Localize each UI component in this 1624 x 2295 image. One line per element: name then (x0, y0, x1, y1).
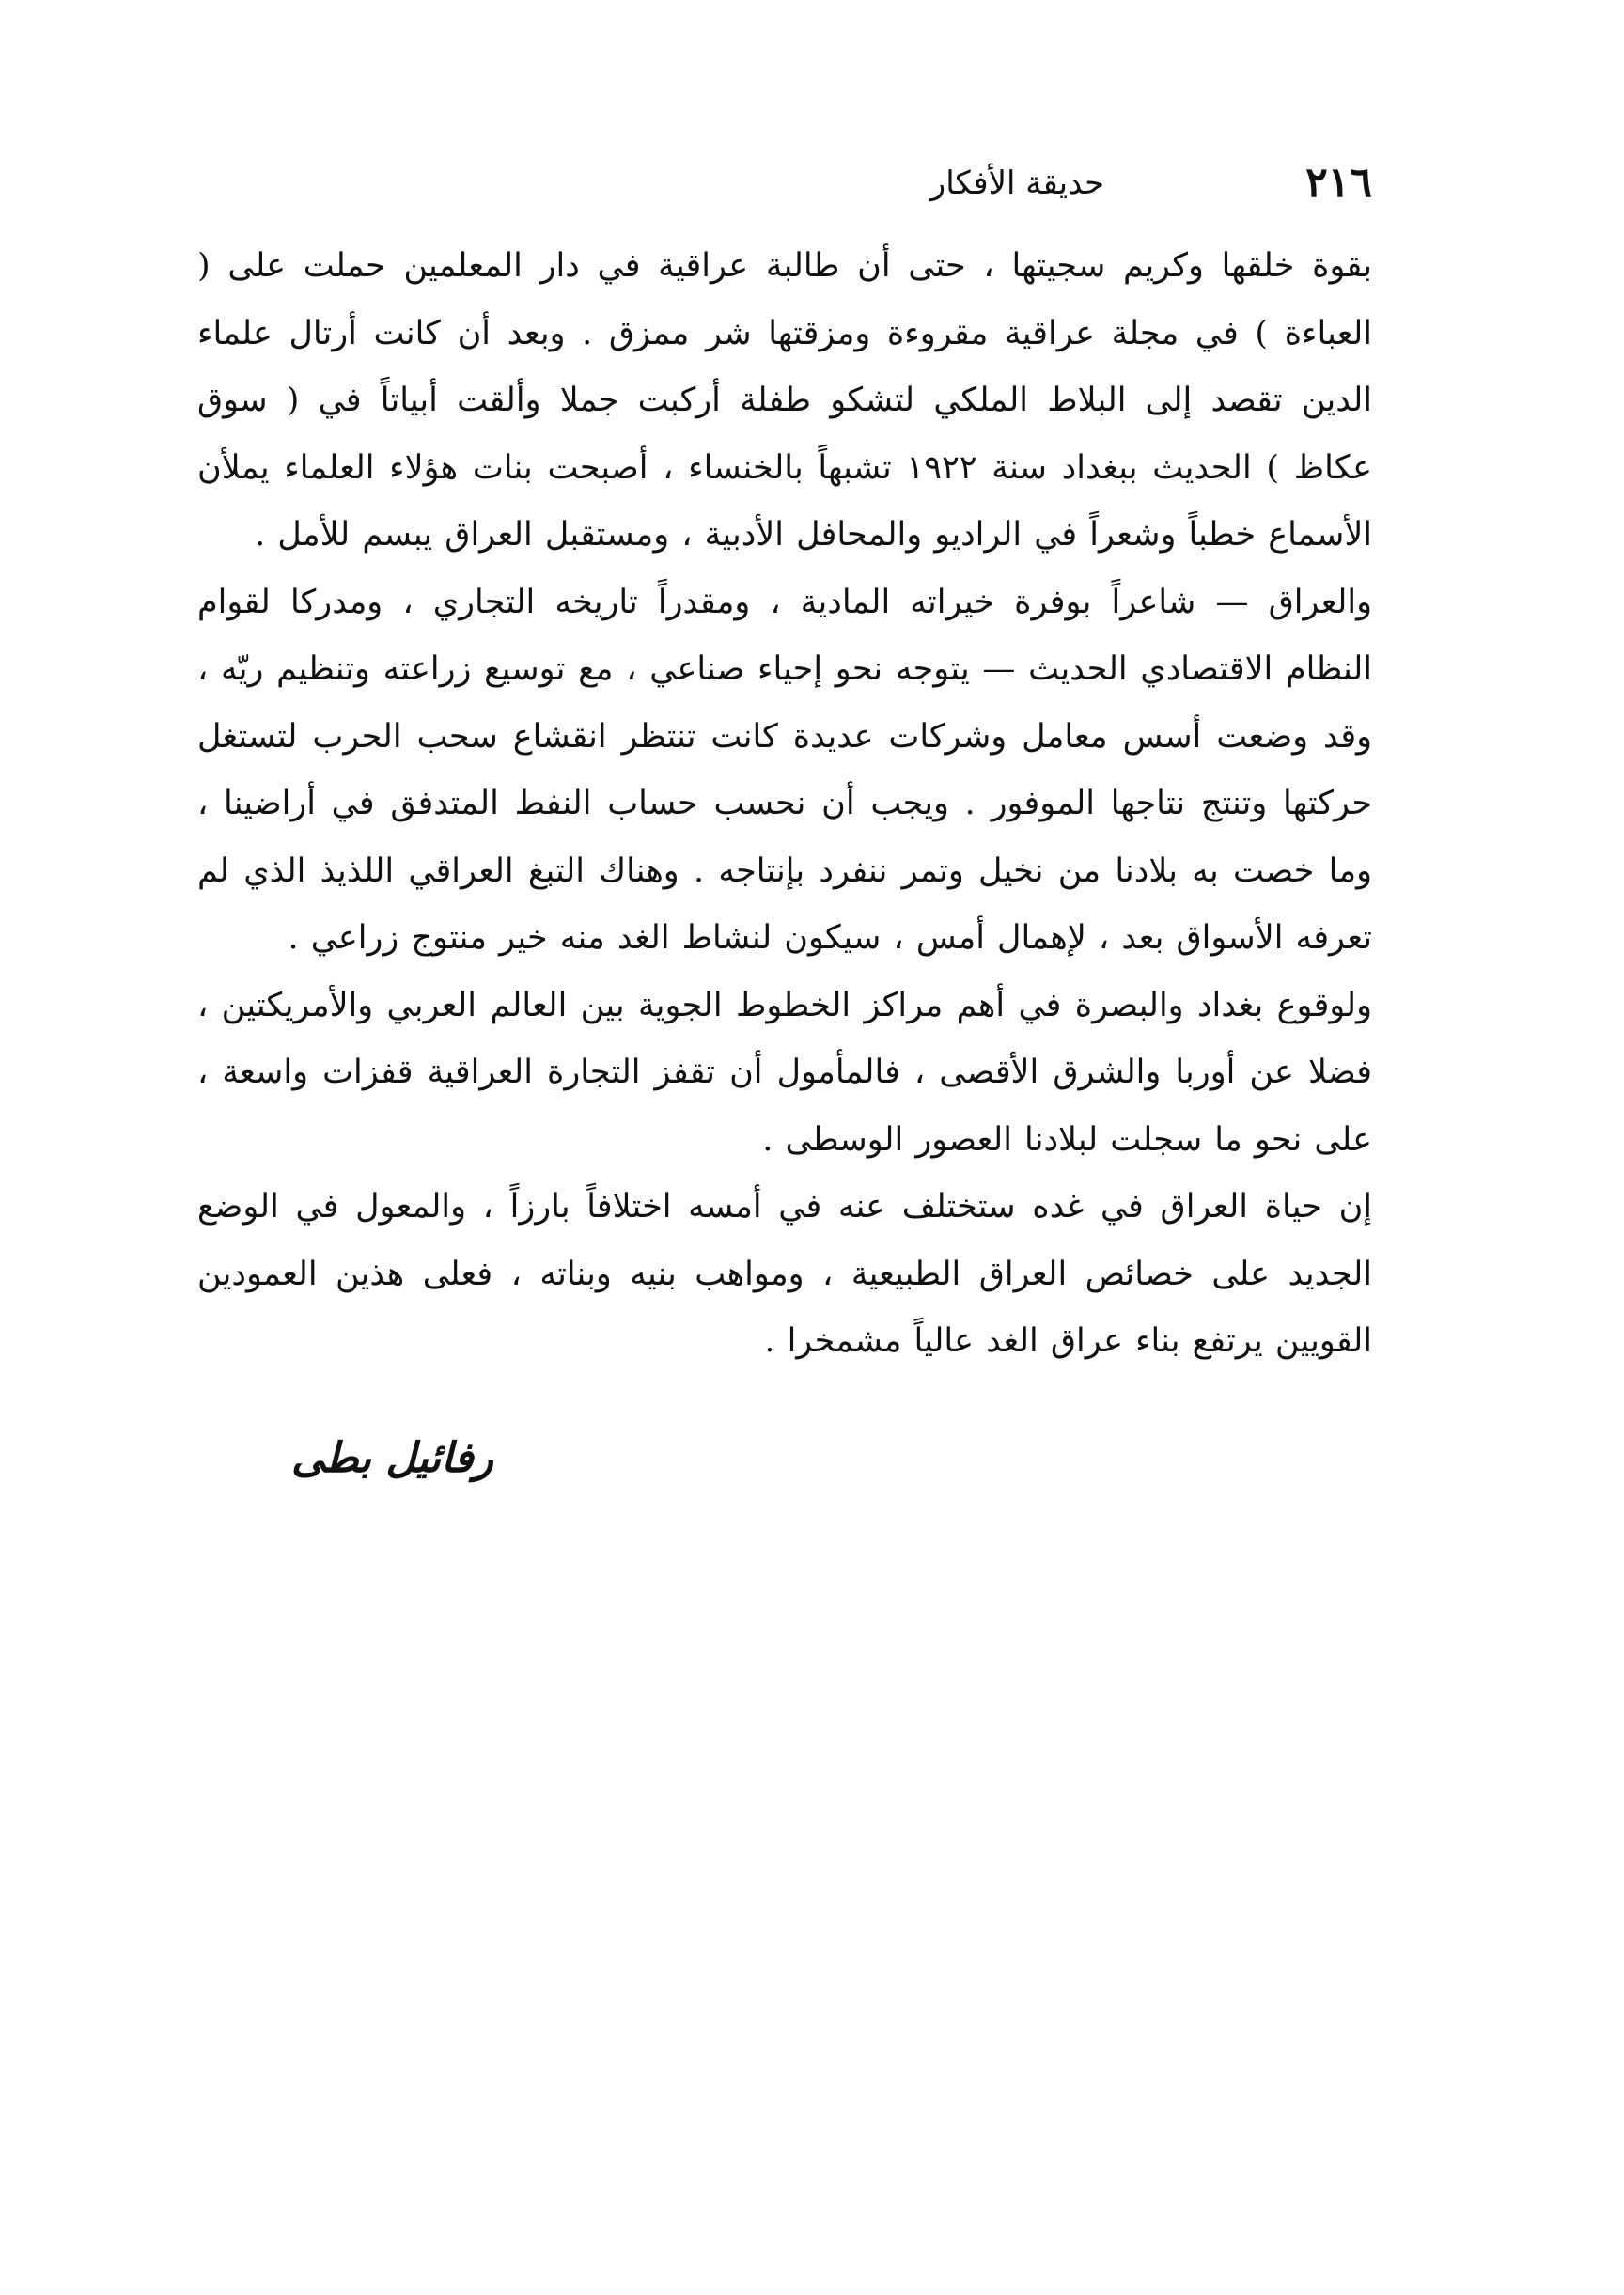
running-title: حديقة الأفكار (929, 164, 1104, 202)
paragraph-women-education: بقوة خلقها وكريم سجيتها ، حتى أن طالبة عراقية في دار المعلمين حملت على ( العباءة ) في مجلة عراقية مقروءة ومزقتها شر ممزق . وبعد أن كانت أرتال علماء الدين تقصد إلى البلاط الملكي لتشكو طفلة أركبت جملا وألقت أبياتاً في ( سوق عكاظ ) الحديث ببغداد سنة ١٩٢٢ تشبهاً بالخنساء ، أصبحت بنات هؤلاء العلماء يملأن الأسماع خطباً وشعراً في الراديو والمحافل الأدبية ، ومستقبل العراق يبسم للأمل . (197, 247, 1372, 554)
page-number: ٢١٦ (1305, 159, 1372, 207)
body-text (197, 233, 1372, 1376)
paragraph-economy: والعراق — شاعراً بوفرة خيراته المادية ، ومقدراً تاريخه التجاري ، ومدركا لقوام النظام الاقتصادي الحديث — يتوجه نحو إحياء صناعي ، مع توسيع زراعته وتنظيم ريّه ، وقد وضعت أسس معامل وشركات عديدة كانت تنتظر انقشاع سحب الحرب لتستغل حركتها وتنتج نتاجها الموفور . ويجب أن نحسب حساب النفط المتدفق في أراضينا ، وما خصت به بلادنا من نخيل وتمر ننفرد بإنتاجه . وهناك التبغ العراقي اللذيذ الذي لم تعرفه الأسواق بعد ، لإهمال أمس ، سيكون لنشاط الغد منه خير منتوج زراعي . (197, 583, 1372, 957)
paragraph-future: إن حياة العراق في غده ستختلف عنه في أمسه اختلافاً بارزاً ، والمعول في الوضع الجديد على خصائص العراق الطبيعية ، ومواهب بنيه وبناته ، فعلى هذين العمودين القويين يرتفع بناء عراق الغد عالياً مشمخرا . (197, 1188, 1372, 1360)
running-header (197, 155, 1372, 211)
author-signature: رفائيل بطى (291, 1434, 493, 1482)
paragraph-air-routes: ولوقوع بغداد والبصرة في أهم مراكز الخطوط الجوية بين العالم العربي والأمريكتين ، فضلا عن أوربا والشرق الأقصى ، فالمأمول أن تقفز التجارة العراقية قفزات واسعة ، على نحو ما سجلت لبلادنا العصور الوسطى . (197, 986, 1372, 1159)
